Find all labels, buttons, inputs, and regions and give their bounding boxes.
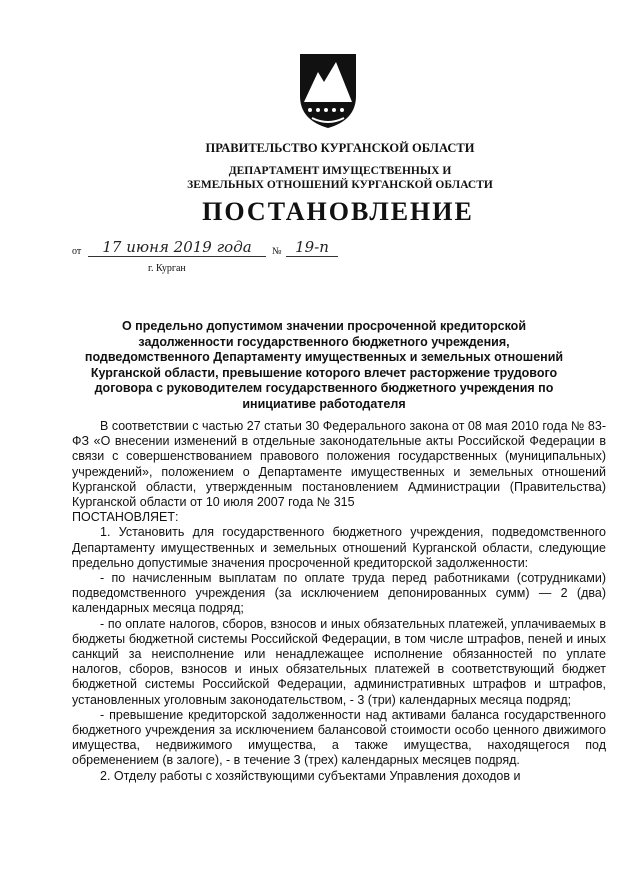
decree-date: 17 июня 2019 года <box>88 238 266 257</box>
bullet-1: - по начисленным выплатам по оплате труда перед работниками (сотрудниками) подведомственного учреждения (за исключением депонированных сумм) — 2 (два) календарных месяца подряд; <box>72 571 606 616</box>
preamble: В соответствии с частью 27 статьи 30 Федерального закона от 08 мая 2010 года № 83-ФЗ «О внесении изменений в отдельные законодательные акты Российской Федерации в связи с совершенствованием правового положения государственных (муниципальных) учреждений», положением о Департаменте имущественных и земельных отношений Курганской области, утвержденным постановлением Администрации (Правительства) Курганской области от 10 июля 2007 года № 315 <box>72 419 606 510</box>
item-1: 1. Установить для государственного бюджетного учреждения, подведомственного Департаменту имущественных и земельных отношений Курганской области, следующие предельно допустимые значения просроченной кредиторской задолженности: <box>72 525 606 570</box>
document-type-heading: ПОСТАНОВЛЕНИЕ <box>202 197 474 226</box>
city: г. Курган <box>148 263 186 274</box>
government-title: ПРАВИТЕЛЬСТВО КУРГАНСКОЙ ОБЛАСТИ <box>205 141 475 155</box>
date-prefix: от <box>72 246 82 257</box>
department-line-1: ДЕПАРТАМЕНТ ИМУЩЕСТВЕННЫХ И <box>228 165 452 177</box>
resolves: ПОСТАНОВЛЯЕТ: <box>72 510 179 525</box>
department-line-2: ЗЕМЕЛЬНЫХ ОТНОШЕНИЙ КУРГАНСКОЙ ОБЛАСТИ <box>187 179 493 191</box>
bullet-3: - превышение кредиторской задолженности над активами баланса государственного бюджетного учреждения за исключением балансовой стоимости особо ценного движимого имущества, недвижимого имущества, а также имущества, находящегося под обременением (в залоге), - в течение 3 (трех) календарных месяцев подряд. <box>72 707 606 768</box>
decree-subject: О предельно допустимом значении просроченной кредиторской задолженности государственного бюджетного учреждения, подведомственного Департаменту имущественных и земельных отношений Курганской области, превышение которого влечет расторжение трудового договора с руководителем государственного бюджетного учреждения по инициативе работодателя <box>84 319 564 411</box>
number-symbol: № <box>272 246 282 257</box>
bullet-2: - по оплате налогов, сборов, взносов и иных обязательных платежей, уплачиваемых в бюджеты бюджетной системы Российской Федерации, в том числе штрафов, пеней и иных санкций за неисполнение или ненадлежащее исполнение обязанностей по уплате налогов, сборов, взносов и иных обязательных платежей в соответствующий бюджет бюджетной системы Российской Федерации, административных штрафов и штрафов, установленных уголовным законодательством, - 3 (три) календарных месяца подряд; <box>72 616 606 707</box>
item-2: 2. Отделу работы с хозяйствующими субъектами Управления доходов и <box>100 768 521 783</box>
decree-body <box>72 419 606 784</box>
dateline <box>72 238 372 262</box>
decree-number: 19-п <box>286 238 338 257</box>
department-title <box>20 164 640 192</box>
coat-of-arms-icon <box>296 50 360 130</box>
